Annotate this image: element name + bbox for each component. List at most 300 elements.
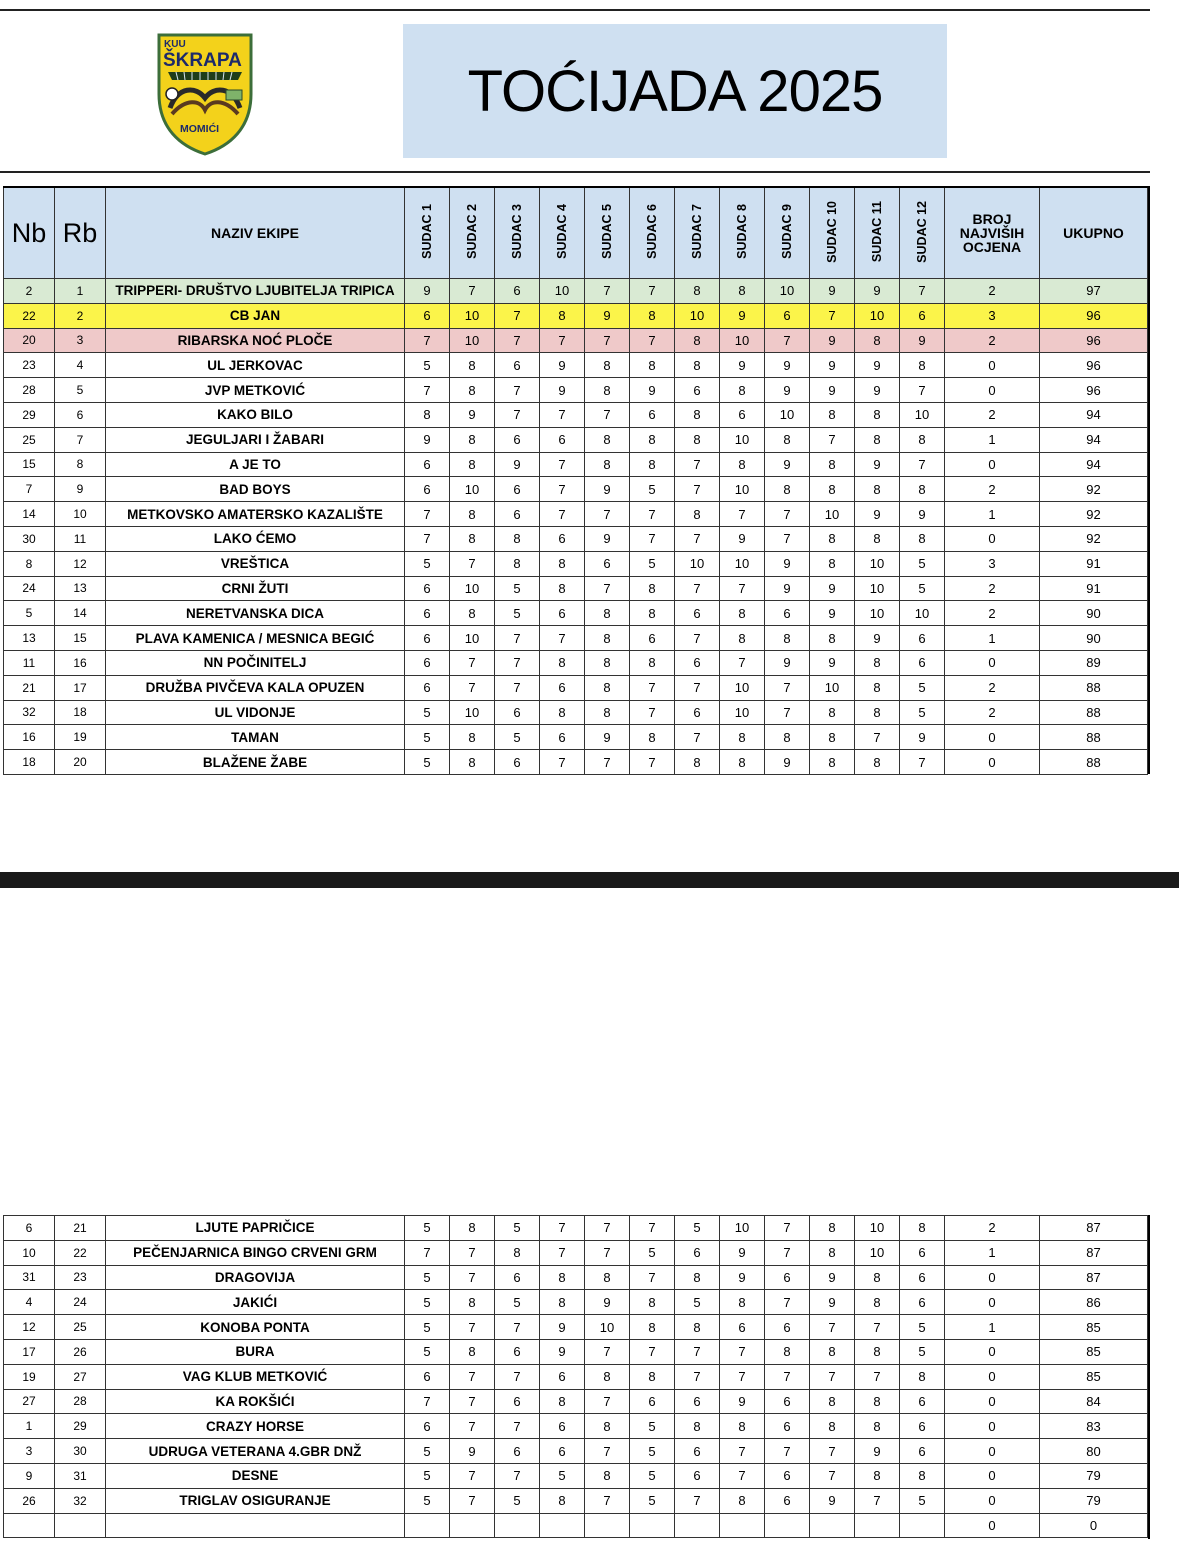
cell-sudac-11: 8 [855,328,900,353]
cell-sudac-6: 7 [630,675,675,700]
cell-team-name: BAD BOYS [106,477,405,502]
cell-rb: 1 [55,279,106,304]
cell-sudac-11: 10 [855,551,900,576]
cell-sudac-2: 8 [450,1339,495,1364]
cell-sudac-1: 7 [405,502,450,527]
cell-broj: 0 [945,1339,1040,1364]
cell-team-name: DRAGOVIJA [106,1265,405,1290]
cell-sudac-4: 7 [540,328,585,353]
cell-sudac-11: 8 [855,1339,900,1364]
cell-sudac-10: 9 [810,279,855,304]
cell-sudac-8: 7 [720,502,765,527]
cell-sudac-10: 8 [810,1414,855,1439]
cell-team-name: LAKO ĆEMO [106,526,405,551]
cell-sudac-1: 9 [405,427,450,452]
cell-ukupno: 83 [1040,1414,1148,1439]
cell-sudac-2: 10 [450,328,495,353]
cell-team-name: BURA [106,1339,405,1364]
cell-sudac-8: 7 [720,650,765,675]
cell-sudac-3: 6 [495,700,540,725]
cell-sudac-11: 10 [855,1216,900,1241]
cell-sudac-12: 5 [900,576,945,601]
cell-ukupno: 94 [1040,427,1148,452]
cell-ukupno: 97 [1040,279,1148,304]
cell-sudac-1: 6 [405,1414,450,1439]
col-header-sudac-label: SUDAC 5 [600,204,614,259]
cell-sudac-3: 7 [495,650,540,675]
cell-sudac-3: 6 [495,1439,540,1464]
cell-sudac-10: 9 [810,378,855,403]
cell-ukupno: 94 [1040,452,1148,477]
cell-sudac-11: 9 [855,502,900,527]
cell-sudac-6: 7 [630,328,675,353]
cell-sudac-7: 6 [675,1439,720,1464]
cell-sudac-8: 10 [720,328,765,353]
cell-rb: 15 [55,626,106,651]
cell-sudac-12: 5 [900,1488,945,1513]
cell-sudac-9: 8 [765,477,810,502]
cell-broj: 1 [945,626,1040,651]
cell-sudac-1: 6 [405,477,450,502]
cell-sudac-7: 7 [675,675,720,700]
cell-team-name: TRIPPERI- DRUŠTVO LJUBITELJA TRIPICA [106,279,405,304]
cell-sudac-8: 9 [720,1240,765,1265]
cell-sudac-3: 7 [495,1463,540,1488]
cell-sudac-3: 8 [495,1240,540,1265]
cell-sudac-1: 5 [405,1339,450,1364]
cell-broj: 2 [945,1216,1040,1241]
col-header-sudac-2 [450,187,495,279]
cell-ukupno: 96 [1040,328,1148,353]
cell-sudac-8: 10 [720,427,765,452]
cell-sudac-2: 7 [450,551,495,576]
cell-sudac-6: 7 [630,279,675,304]
cell-sudac-2: 8 [450,452,495,477]
cell-broj: 2 [945,675,1040,700]
cell-sudac-10: 10 [810,502,855,527]
cell-sudac-6: 6 [630,1389,675,1414]
col-header-broj-line: OCJENA [962,239,1022,255]
cell-sudac-5: 8 [585,1265,630,1290]
cell-sudac-10: 8 [810,477,855,502]
cell-sudac-6: 8 [630,725,675,750]
cell-nb: 19 [4,1364,55,1389]
table-row [4,601,1148,626]
cell-rb: 5 [55,378,106,403]
cell-sudac-10 [810,1513,855,1538]
table-edge [1148,186,1150,774]
cell-sudac-7: 8 [675,427,720,452]
cell-sudac-5: 8 [585,675,630,700]
cell-sudac-7: 6 [675,1389,720,1414]
cell-sudac-5: 8 [585,378,630,403]
cell-rb [55,1513,106,1538]
logo-top-text: KUU [164,39,186,50]
cell-nb: 22 [4,303,55,328]
table-row [4,378,1148,403]
cell-sudac-4 [540,1513,585,1538]
cell-sudac-3: 9 [495,452,540,477]
cell-sudac-12: 10 [900,601,945,626]
cell-sudac-12: 6 [900,1414,945,1439]
cell-sudac-9: 6 [765,1389,810,1414]
cell-sudac-9: 9 [765,353,810,378]
cell-sudac-2: 8 [450,353,495,378]
cell-sudac-1: 5 [405,725,450,750]
cell-nb: 16 [4,725,55,750]
cell-sudac-7: 10 [675,551,720,576]
cell-sudac-4: 9 [540,1339,585,1364]
cell-sudac-11: 9 [855,626,900,651]
cell-sudac-1: 6 [405,650,450,675]
cell-sudac-10: 9 [810,1265,855,1290]
cell-sudac-10: 9 [810,328,855,353]
cell-sudac-6: 5 [630,551,675,576]
table-row [4,353,1148,378]
cell-nb: 7 [4,477,55,502]
cell-sudac-6: 8 [630,1364,675,1389]
cell-ukupno: 90 [1040,601,1148,626]
cell-sudac-5: 8 [585,1364,630,1389]
col-header-broj-line: BROJ [972,211,1012,227]
cell-sudac-2: 10 [450,576,495,601]
cell-ukupno: 84 [1040,1389,1148,1414]
cell-sudac-10: 8 [810,551,855,576]
cell-sudac-4: 7 [540,402,585,427]
cell-team-name: BLAŽENE ŽABE [106,750,405,775]
cell-team-name: NN POČINITELJ [106,650,405,675]
cell-broj: 0 [945,1265,1040,1290]
cell-sudac-1: 7 [405,328,450,353]
table-row [4,1265,1148,1290]
cell-ukupno: 89 [1040,650,1148,675]
col-header-sudac-8 [720,187,765,279]
table-row [4,725,1148,750]
cell-broj: 2 [945,328,1040,353]
cell-broj: 1 [945,427,1040,452]
cell-rb: 14 [55,601,106,626]
cell-sudac-12: 8 [900,1463,945,1488]
table-row [4,1364,1148,1389]
table-row [4,279,1148,304]
cell-sudac-7: 8 [675,279,720,304]
col-header-sudac-label: SUDAC 11 [870,200,884,263]
cell-sudac-2: 7 [450,650,495,675]
cell-sudac-2: 7 [450,1463,495,1488]
cell-sudac-6: 5 [630,1240,675,1265]
cell-nb: 23 [4,353,55,378]
cell-broj: 0 [945,750,1040,775]
cell-ukupno: 92 [1040,502,1148,527]
cell-rb: 13 [55,576,106,601]
cell-sudac-5: 8 [585,427,630,452]
cell-sudac-2: 7 [450,1488,495,1513]
cell-nb: 12 [4,1315,55,1340]
cell-sudac-11: 8 [855,1414,900,1439]
cell-sudac-5: 7 [585,402,630,427]
cell-nb: 14 [4,502,55,527]
cell-nb: 25 [4,427,55,452]
cell-sudac-4: 9 [540,1315,585,1340]
cell-team-name: TRIGLAV OSIGURANJE [106,1488,405,1513]
cell-rb: 7 [55,427,106,452]
cell-sudac-7: 7 [675,477,720,502]
cell-broj: 3 [945,551,1040,576]
cell-sudac-6: 7 [630,1216,675,1241]
table-row [4,1290,1148,1315]
cell-sudac-9: 9 [765,750,810,775]
cell-broj: 1 [945,502,1040,527]
cell-sudac-12: 7 [900,279,945,304]
cell-sudac-3: 7 [495,378,540,403]
cell-sudac-1: 5 [405,750,450,775]
table-row [4,1439,1148,1464]
cell-team-name: CRAZY HORSE [106,1414,405,1439]
cell-team-name: PLAVA KAMENICA / MESNICA BEGIĆ [106,626,405,651]
cell-sudac-11: 7 [855,1315,900,1340]
cell-sudac-1: 7 [405,526,450,551]
cell-sudac-4: 8 [540,700,585,725]
cell-sudac-8: 6 [720,402,765,427]
cell-sudac-4: 7 [540,452,585,477]
cell-sudac-10: 9 [810,576,855,601]
cell-team-name: JAKIĆI [106,1290,405,1315]
cell-sudac-5: 7 [585,502,630,527]
cell-sudac-4: 8 [540,650,585,675]
cell-ukupno: 79 [1040,1488,1148,1513]
cell-sudac-9: 6 [765,601,810,626]
cell-rb: 24 [55,1290,106,1315]
cell-sudac-6: 5 [630,1439,675,1464]
cell-sudac-8: 9 [720,1389,765,1414]
cell-sudac-1: 5 [405,1488,450,1513]
cell-sudac-9 [765,1513,810,1538]
cell-sudac-10: 9 [810,1290,855,1315]
cell-broj: 0 [945,378,1040,403]
cell-broj: 2 [945,601,1040,626]
cell-sudac-1: 7 [405,1389,450,1414]
cell-ukupno: 96 [1040,353,1148,378]
cell-nb: 9 [4,1463,55,1488]
cell-sudac-7: 8 [675,402,720,427]
cell-sudac-8: 9 [720,526,765,551]
cell-nb: 26 [4,1488,55,1513]
cell-broj: 0 [945,1439,1040,1464]
cell-sudac-2: 7 [450,1265,495,1290]
cell-sudac-1: 5 [405,700,450,725]
cell-sudac-2: 8 [450,502,495,527]
cell-sudac-4: 6 [540,427,585,452]
header-row [4,187,1148,279]
col-header-sudac-label: SUDAC 1 [420,204,434,259]
cell-rb: 28 [55,1389,106,1414]
cell-sudac-12: 6 [900,1439,945,1464]
cell-sudac-7: 8 [675,1315,720,1340]
col-header-sudac-label: SUDAC 10 [825,200,839,263]
table-row [4,551,1148,576]
cell-sudac-8: 10 [720,700,765,725]
cell-broj: 0 [945,1389,1040,1414]
title-banner [403,24,947,158]
cell-sudac-10: 9 [810,601,855,626]
cell-ukupno: 88 [1040,700,1148,725]
cell-ukupno: 87 [1040,1240,1148,1265]
logo-name-text: ŠKRAPA [163,50,242,71]
cell-sudac-10: 7 [810,1315,855,1340]
cell-sudac-8: 8 [720,750,765,775]
cell-sudac-12: 8 [900,526,945,551]
cell-sudac-10: 7 [810,427,855,452]
cell-sudac-12 [900,1513,945,1538]
cell-team-name: KA ROKŠIĆI [106,1389,405,1414]
cell-sudac-1: 5 [405,1290,450,1315]
cell-sudac-4: 10 [540,279,585,304]
cell-sudac-3: 5 [495,725,540,750]
table-row [4,477,1148,502]
cell-sudac-10: 8 [810,1389,855,1414]
cell-sudac-9: 8 [765,626,810,651]
cell-sudac-9: 9 [765,551,810,576]
table-row [4,750,1148,775]
cell-broj: 1 [945,1240,1040,1265]
kuu-skrapa-logo [156,32,254,156]
table-row [4,1339,1148,1364]
cell-sudac-5: 7 [585,1439,630,1464]
cell-sudac-9: 7 [765,1216,810,1241]
cell-sudac-12: 8 [900,1364,945,1389]
cell-sudac-5: 10 [585,1315,630,1340]
cell-sudac-2: 8 [450,1216,495,1241]
cell-sudac-9: 9 [765,452,810,477]
cell-sudac-11: 8 [855,650,900,675]
cell-sudac-11: 8 [855,1290,900,1315]
cell-sudac-2: 7 [450,1364,495,1389]
cell-nb: 29 [4,402,55,427]
cell-sudac-6: 7 [630,526,675,551]
cell-nb: 31 [4,1265,55,1290]
cell-sudac-1: 5 [405,1315,450,1340]
col-header-sudac-3 [495,187,540,279]
cell-ukupno: 92 [1040,477,1148,502]
cell-sudac-9: 6 [765,1315,810,1340]
cell-sudac-11: 9 [855,353,900,378]
cell-sudac-4: 8 [540,1290,585,1315]
cell-sudac-6: 5 [630,477,675,502]
cell-sudac-8: 9 [720,353,765,378]
table-row [4,427,1148,452]
cell-ukupno: 85 [1040,1315,1148,1340]
cell-sudac-6: 8 [630,601,675,626]
cell-sudac-6: 8 [630,1290,675,1315]
cell-nb: 18 [4,750,55,775]
table-row [4,402,1148,427]
cell-sudac-9: 6 [765,1463,810,1488]
cell-rb: 10 [55,502,106,527]
cell-sudac-11: 7 [855,725,900,750]
cell-sudac-5: 7 [585,279,630,304]
cell-sudac-1: 6 [405,601,450,626]
cell-rb: 27 [55,1364,106,1389]
table-row [4,1414,1148,1439]
cell-sudac-11: 8 [855,402,900,427]
cell-sudac-5: 6 [585,551,630,576]
cell-broj: 0 [945,526,1040,551]
cell-sudac-5: 8 [585,700,630,725]
cell-rb: 12 [55,551,106,576]
cell-sudac-4: 8 [540,1389,585,1414]
cell-sudac-11: 8 [855,477,900,502]
col-header-sudac-7 [675,187,720,279]
cell-sudac-7: 6 [675,1463,720,1488]
cell-sudac-6: 7 [630,1339,675,1364]
cell-sudac-2: 7 [450,1240,495,1265]
table-row [4,303,1148,328]
table-row [4,650,1148,675]
cell-team-name: CRNI ŽUTI [106,576,405,601]
cell-nb: 2 [4,279,55,304]
cell-sudac-3: 5 [495,1488,540,1513]
cell-sudac-8: 8 [720,378,765,403]
cell-sudac-7: 7 [675,526,720,551]
cell-nb: 1 [4,1414,55,1439]
cell-broj: 2 [945,279,1040,304]
cell-broj: 0 [945,1290,1040,1315]
cell-sudac-7: 8 [675,1265,720,1290]
cell-sudac-5: 8 [585,601,630,626]
cell-sudac-8: 8 [720,725,765,750]
cell-sudac-3: 7 [495,626,540,651]
cell-sudac-3: 7 [495,1315,540,1340]
cell-nb [4,1513,55,1538]
cell-ukupno: 90 [1040,626,1148,651]
results-body-bottom [4,1216,1148,1538]
cell-sudac-7: 5 [675,1290,720,1315]
cell-sudac-1: 9 [405,279,450,304]
cell-sudac-4: 7 [540,477,585,502]
cell-sudac-1: 7 [405,1240,450,1265]
cell-sudac-3: 7 [495,303,540,328]
cell-sudac-6: 8 [630,353,675,378]
cell-nb: 6 [4,1216,55,1241]
cell-sudac-12: 6 [900,1389,945,1414]
cell-sudac-2: 8 [450,427,495,452]
table-row [4,452,1148,477]
cell-broj: 2 [945,402,1040,427]
cell-team-name: RIBARSKA NOĆ PLOČE [106,328,405,353]
cell-sudac-10: 8 [810,700,855,725]
col-header-broj-line: NAJVIŠIH [959,225,1025,241]
col-header-sudac-label: SUDAC 4 [555,204,569,259]
cell-sudac-3: 8 [495,526,540,551]
cell-sudac-1 [405,1513,450,1538]
col-header-sudac-label: SUDAC 3 [510,204,524,259]
cell-sudac-6: 7 [630,700,675,725]
cell-team-name: UDRUGA VETERANA 4.GBR DNŽ [106,1439,405,1464]
cell-sudac-10: 10 [810,675,855,700]
table-row [4,1240,1148,1265]
cell-sudac-12: 6 [900,626,945,651]
cell-broj: 2 [945,700,1040,725]
cell-sudac-8: 7 [720,1339,765,1364]
cell-sudac-10: 7 [810,1463,855,1488]
cell-sudac-3: 7 [495,675,540,700]
cell-sudac-10: 8 [810,626,855,651]
cell-sudac-8: 8 [720,1488,765,1513]
table-row [4,626,1148,651]
cell-sudac-12: 7 [900,378,945,403]
cell-broj: 0 [945,1463,1040,1488]
cell-sudac-5: 7 [585,1240,630,1265]
